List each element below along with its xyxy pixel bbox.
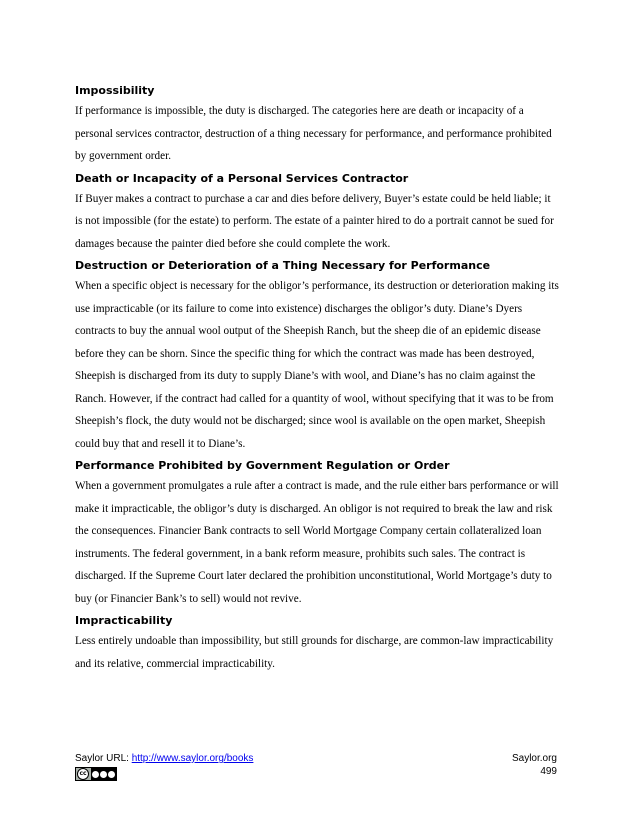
cc-icon: cc bbox=[77, 768, 89, 780]
heading-impracticability: Impracticability bbox=[75, 614, 173, 627]
heading-destruction: Destruction or Deterioration of a Thing Necessary for Performance bbox=[75, 259, 491, 272]
document-body bbox=[75, 80, 559, 675]
by-icon bbox=[92, 771, 99, 778]
paragraph-death-incapacity: If Buyer makes a contract to purchase a car and dies before delivery, Buyer’s estate could be held liable; it is not impossible (for the estate) to perform. The estate of a painter hired to do a portrait cannot be sued for damages because the painter died before she could complete the work. bbox=[75, 192, 554, 250]
page-number: 499 bbox=[540, 766, 557, 777]
footer-right bbox=[512, 752, 557, 778]
paragraph-impossibility: If performance is impossible, the duty is discharged. The categories here are death or incapacity of a personal services contractor, destruction of a thing necessary for performance, and performance prohibited by government order. bbox=[75, 105, 552, 162]
heading-death-incapacity: Death or Incapacity of a Personal Services Contractor bbox=[75, 171, 409, 185]
heading-impossibility: Impossibility bbox=[75, 84, 155, 97]
paragraph-impracticability: Less entirely undoable than impossibility, but still grounds for discharge, are common-law impracticability and its relative, commercial impracticability. bbox=[75, 635, 554, 670]
paragraph-destruction: When a specific object is necessary for the obligor’s performance, its destruction or deterioration making its use impracticable (or its failure to come into existence) discharges the obligor’s duty. Diane’s Dyers contracts to buy the annual wool output of the Sheepish Ranch, but the sheep die of an epidemic disease before they can be shorn. Since the specific thing for which the contract was made has been destroyed, Sheepish is discharged from its duty to supply Diane’s with wool, and Diane’s has no claim against the Ranch. However, if the contract had called for a quantity of wool, without specifying that it was to be from Sheepish’s flock, the duty would not be discharged; since wool is available on the open market, Sheepish could buy that and resell it to Diane’s. bbox=[75, 280, 559, 450]
footer-site: Saylor.org bbox=[511, 753, 557, 764]
license-bar bbox=[91, 767, 116, 781]
footer-url-link[interactable]: http://www.saylor.org/books bbox=[131, 753, 254, 764]
sa-icon bbox=[108, 771, 115, 778]
cc-by-nc-sa-icon bbox=[75, 767, 117, 781]
nc-icon bbox=[100, 771, 107, 778]
heading-government-prohibition: Performance Prohibited by Government Regulation or Order bbox=[75, 459, 450, 472]
footer-left bbox=[75, 752, 253, 781]
footer-url-line bbox=[75, 752, 253, 765]
footer-url-label: Saylor URL: bbox=[75, 753, 132, 764]
paragraph-government-prohibition: When a government promulgates a rule after a contract is made, and the rule either bars performance or will make it impracticable, the obligor’s duty is discharged. An obligor is not required to break the law and risk the consequences. Financier Bank contracts to sell World Mortgage Company certain collateralized loan instruments. The federal government, in a bank reform measure, prohibits such sales. The contract is discharged. If the Supreme Court later declared the prohibition unconstitutional, World Mortgage’s duty to buy (or Financier Bank’s to sell) would not revive. bbox=[75, 480, 559, 605]
